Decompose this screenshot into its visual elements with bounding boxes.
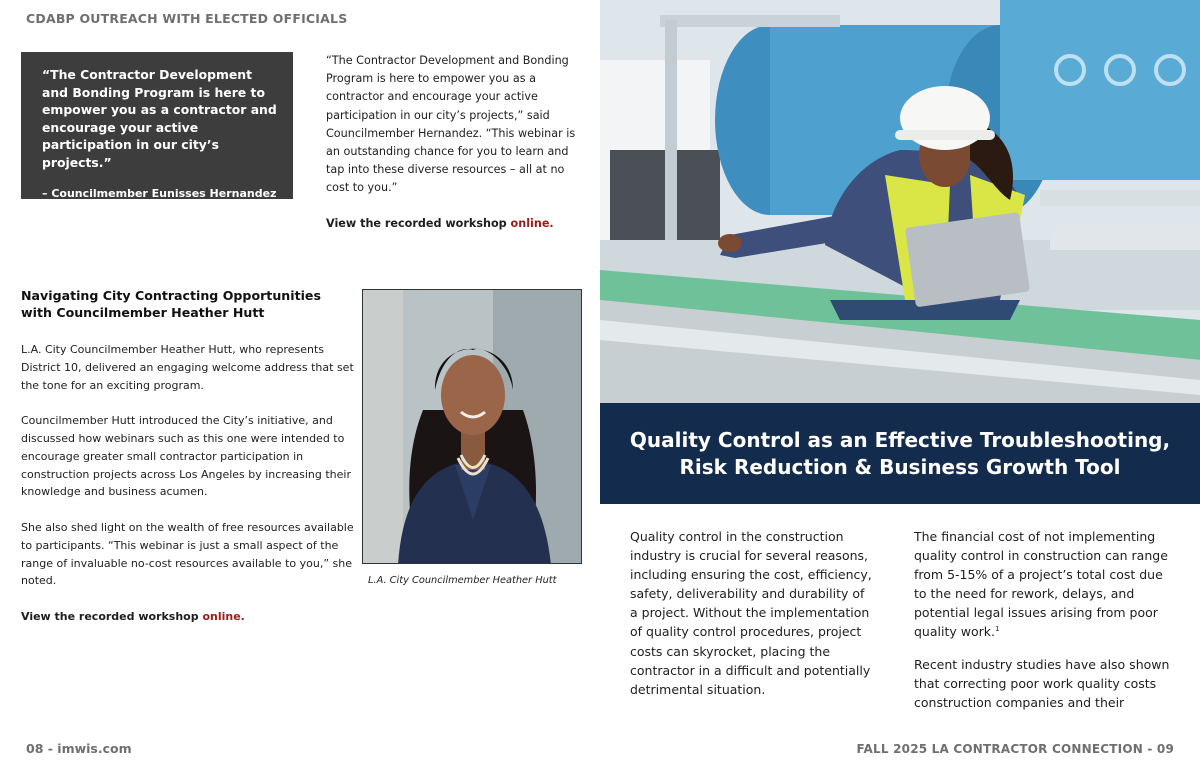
hero-illustration (600, 0, 1200, 403)
portrait-illustration (363, 290, 582, 564)
article-right-paragraph-2: Recent industry studies have also shown that correcting poor work quality costs construction companies and their (914, 657, 1170, 711)
hernandez-online-link[interactable]: online. (510, 216, 554, 230)
hutt-workshop-line (21, 608, 354, 626)
pull-quote-text: “The Contractor Development and Bonding Program is here to empower you as a contractor and encourage your active participation in our city’s projects.” (42, 67, 277, 170)
workshop-text: View the recorded workshop (21, 609, 203, 623)
article-title-banner (600, 403, 1200, 504)
hernandez-workshop-line (326, 215, 578, 233)
section-header: CDABP OUTREACH WITH ELECTED OFFICIALS (26, 11, 348, 26)
footer-right-page-number: FALL 2025 LA CONTRACTOR CONNECTION - 09 (856, 742, 1174, 756)
hernandez-column (326, 52, 578, 233)
portrait-caption: L.A. City Councilmember Heather Hutt (368, 575, 557, 586)
hutt-online-link[interactable]: online. (202, 609, 245, 623)
hutt-paragraph-2: Councilmember Hutt introduced the City’s initiative, and discussed how webinars such as this one were intended to encourage greater small contractor participation in construction projects across Los Angeles by increasing their knowledge and business acumen. (21, 414, 351, 499)
workshop-text: View the recorded workshop (326, 216, 511, 230)
hutt-section-title: Navigating City Contracting Opportunities with Councilmember Heather Hutt (21, 288, 321, 320)
hutt-section-body (21, 341, 354, 626)
pull-quote-attribution: – Councilmember Eunisses Hernandez (42, 186, 277, 200)
article-right-paragraph-1 (914, 527, 1176, 642)
cost-paragraph: The financial cost of not implementing quality control in construction can range from 5-15% of a project’s total cost due to the need for rework, delays, and potential legal issues arising from poor quality work. (914, 529, 1168, 640)
article-title: Quality Control as an Effective Troubleshooting, Risk Reduction & Business Growth Tool (629, 428, 1171, 479)
hernandez-paragraph: “The Contractor Development and Bonding Program is here to empower you as a contractor and encourage your active participation in our city’s projects,” said Councilmember Hernandez. “This webinar is an outstanding chance for you to learn and tap into these diverse resources – all at no cost to you.” (326, 54, 576, 195)
footer-left-page-number: 08 - imwis.com (26, 741, 132, 756)
article-left-column: Quality control in the construction industry is crucial for several reasons, including ensuring the cost, efficiency, safety, deliverability and durability of a project. Without the implementation of quality control procedures, project costs can skyrocket, placing the contractor in a difficult and potentially detrimental situation. (630, 529, 872, 697)
pull-quote-box (21, 52, 293, 199)
councilmember-portrait-photo (362, 289, 582, 564)
worker-inspecting-pipes-photo (600, 0, 1200, 403)
hutt-paragraph-1: L.A. City Councilmember Heather Hutt, who represents District 10, delivered an engaging welcome address that set the tone for an exciting program. (21, 343, 354, 392)
article-right-column (914, 527, 1176, 712)
hutt-paragraph-3: She also shed light on the wealth of free resources available to participants. “This webinar is just a small aspect of the range of invaluable no-cost resources available to you,” she noted. (21, 520, 354, 588)
footnote-marker: 1 (994, 625, 1000, 634)
